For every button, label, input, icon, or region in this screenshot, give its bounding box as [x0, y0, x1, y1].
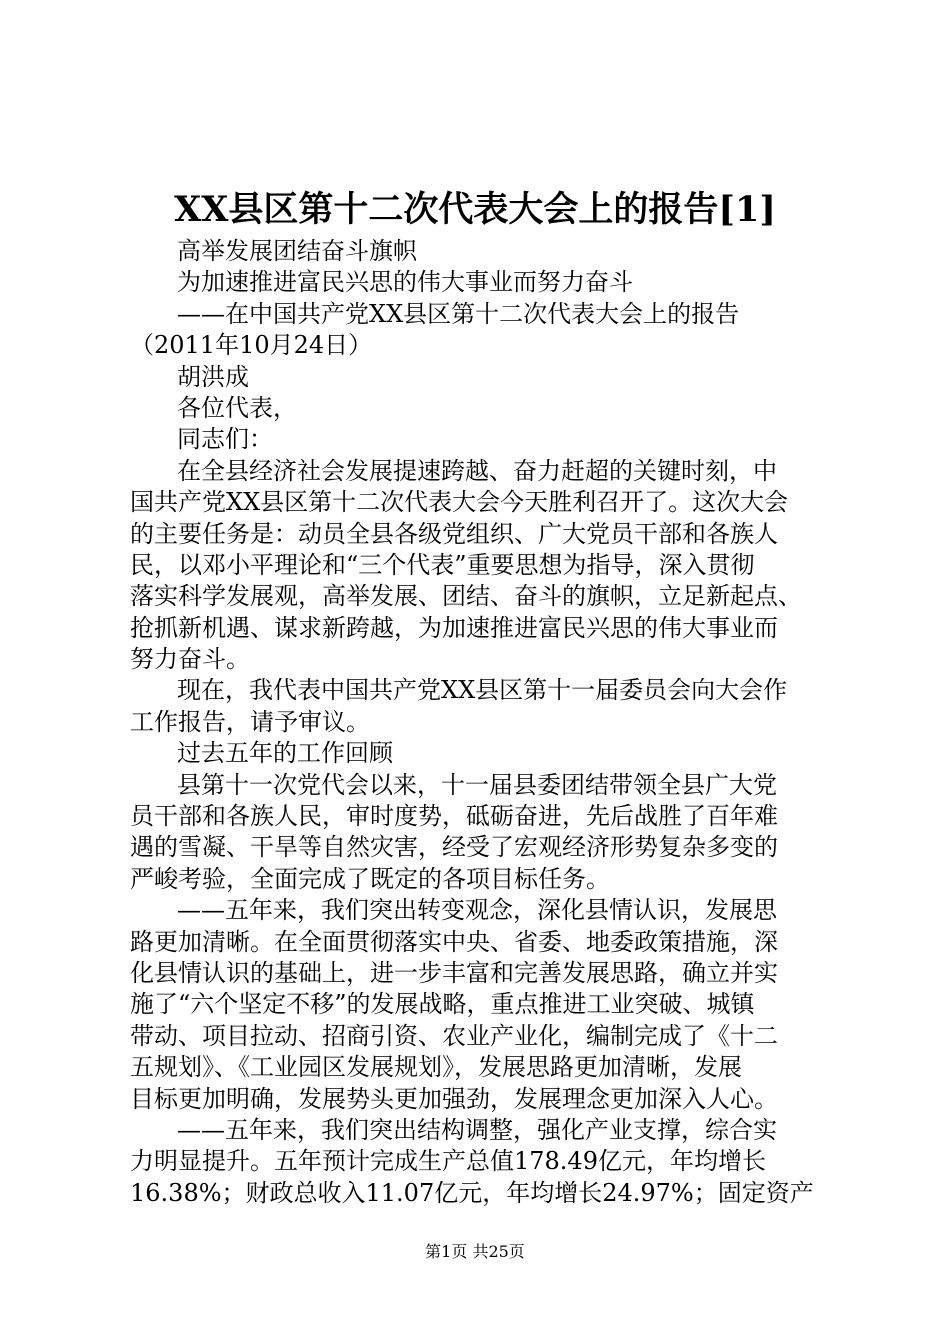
subtitle-line: ——在中国共产党XX县区第十二次代表大会上的报告	[177, 299, 740, 328]
paragraph-line: 路更加清晰。在全面贯彻落实中央、省委、地委政策措施，深	[130, 927, 778, 956]
paragraph-line: ——五年来，我们突出转变观念，深化县情认识，发展思	[177, 896, 777, 925]
paragraph-line: ——五年来，我们突出结构调整，强化产业支撑，综合实	[177, 1115, 777, 1144]
section-heading: 过去五年的工作回顾	[177, 739, 393, 768]
paragraph-line: 现在，我代表中国共产党XX县区第十一届委员会向大会作	[177, 676, 788, 705]
paragraph-line: 带动、项目拉动、招商引资、农业产业化，编制完成了《十二	[130, 1021, 778, 1050]
salutation-line: 各位代表，	[177, 393, 297, 422]
paragraph-line: 民，以邓小平理论和“三个代表”重要思想为指导，深入贯彻	[130, 550, 755, 579]
paragraph-line: 努力奋斗。	[130, 645, 250, 674]
paragraph-line: 遇的雪凝、干旱等自然灾害，经受了宏观经济形势复杂多变的	[130, 833, 778, 862]
subtitle-line: 高举发展团结奋斗旗帜	[177, 237, 417, 265]
document-title: XX县区第十二次代表大会上的报告[1]	[174, 189, 776, 230]
paragraph-line: 工作报告，请予审议。	[130, 707, 370, 736]
page-footer: 第1页 共25页	[425, 1242, 525, 1261]
paragraph-line: 员干部和各族人民，审时度势，砥砺奋进，先后战胜了百年难	[130, 802, 778, 831]
paragraph-line: 16.38%；财政总收入11.07亿元，年均增长24.97%；固定资产	[130, 1178, 814, 1207]
paragraph-line: 抢抓新机遇、谋求新跨越，为加速推进富民兴思的伟大事业而	[130, 613, 778, 642]
paragraph-line: 施了“六个坚定不移”的发展战略，重点推进工业突破、城镇	[130, 990, 755, 1019]
date-line: （2011年10月24日）	[130, 331, 373, 360]
paragraph-line: 在全县经济社会发展提速跨越、奋力赶超的关键时刻，中	[177, 456, 777, 485]
paragraph-line: 严峻考验，全面完成了既定的各项目标任务。	[130, 864, 610, 893]
paragraph-line: 力明显提升。五年预计完成生产总值178.49亿元，年均增长	[130, 1147, 766, 1176]
paragraph-line: 化县情认识的基础上，进一步丰富和完善发展思路，确立并实	[130, 958, 778, 987]
paragraph-line: 目标更加明确，发展势头更加强劲，发展理念更加深入人心。	[130, 1084, 778, 1113]
salutation-line: 同志们：	[177, 425, 273, 454]
subtitle-line: 为加速推进富民兴思的伟大事业而努力奋斗	[177, 268, 633, 297]
paragraph-line: 县第十一次党代会以来，十一届县委团结带领全县广大党	[177, 770, 777, 799]
paragraph-line: 落实科学发展观，高举发展、团结、奋斗的旗帜，立足新起点、	[130, 582, 802, 611]
paragraph-line: 国共产党XX县区第十二次代表大会今天胜利召开了。这次大会	[130, 488, 789, 517]
author-line: 胡洪成	[177, 362, 249, 391]
paragraph-line: 五规划》、《工业园区发展规划》，发展思路更加清晰，发展	[130, 1053, 742, 1082]
paragraph-line: 的主要任务是：动员全县各级党组织、广大党员干部和各族人	[130, 519, 778, 548]
document-body	[130, 236, 830, 1209]
